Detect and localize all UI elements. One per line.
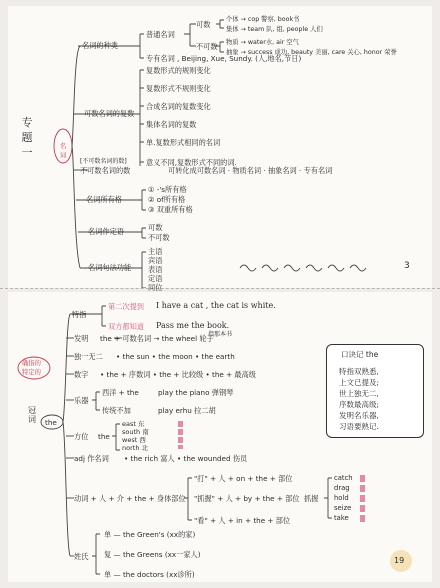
verb-item: drag	[334, 484, 350, 492]
direction-item: east 东	[122, 420, 145, 428]
memory-box-title: 口诀记 the	[341, 350, 379, 359]
function-item: 宾语	[148, 256, 163, 265]
plural-item: 复数形式的规则变化	[146, 66, 211, 75]
first-mentioned-label: 第二次提到	[108, 302, 144, 311]
western-instruments: 西洋 + the	[102, 388, 139, 397]
branch-plural-label: 可数名词的复数	[84, 109, 135, 118]
first-mentioned-example: I have a cat , the cat is white.	[156, 301, 276, 310]
body-row: "抓握" + 人 + by + the + 部位	[194, 494, 300, 503]
invention-text: the + 可数名词 → the wheel 轮子	[100, 334, 214, 343]
verb-item: seize	[334, 504, 352, 512]
branch-possessive-label: 名词所有格	[86, 195, 122, 204]
verb-item: hold	[334, 494, 349, 502]
uncountable-label: 不可数	[196, 42, 218, 51]
verb-item: take	[334, 514, 349, 522]
function-item: 主语	[148, 247, 163, 256]
countable-label: 可数	[196, 20, 211, 29]
possessive-item: ② of所有格	[148, 195, 186, 204]
function-item: 表语	[148, 265, 163, 274]
possessive-item: ① -'s所有格	[148, 185, 187, 194]
chinese-instruments: 传统不加	[102, 406, 131, 415]
directions-label: 方位	[74, 432, 89, 441]
body-label: 动词 + 人 + 介 + the + 身体部位	[74, 494, 186, 503]
direction-color-tags	[178, 421, 183, 449]
notebook-page-bottom	[8, 292, 432, 582]
both-know-example: Pass me the book.	[156, 321, 230, 330]
unique-label: 独一无二	[74, 352, 103, 361]
plural-item: 复数形式不规则变化	[146, 84, 211, 93]
branch-function-label: 名词句法功能	[88, 263, 132, 272]
plural-item: 合成名词的复数变化	[146, 102, 211, 111]
invention-label: 发明	[74, 334, 89, 343]
both-know-label: 双方都知道	[108, 322, 144, 331]
numbers-label: 数字	[74, 370, 89, 379]
branch-types-label: 名词的种类	[82, 41, 118, 50]
function-item: 同位	[148, 283, 163, 292]
western-example: play the piano 弹钢琴	[158, 388, 234, 397]
page-number-top: 3	[404, 261, 410, 271]
uncountable-conversion: 可转化成可数名词 · 物质名词 · 抽象名词 · 专有名词	[168, 166, 333, 175]
memory-line: 世上独无二,	[339, 389, 379, 398]
proper-noun: 专有名词 , Beijing, Xue, Sundy. (人,地名,节日)	[146, 54, 302, 63]
body-row: "看" + 人 + in + the + 部位	[194, 516, 291, 525]
memory-line: 上文已提及;	[339, 378, 380, 387]
individual-noun: 个体 → cop 警察, book书	[226, 16, 300, 23]
surnames-label: 姓氏	[74, 552, 89, 561]
center-label: 名词	[59, 142, 67, 159]
specific-label: 特指	[72, 310, 87, 319]
plural-item: 意义不同,复数形式不同的词.	[146, 158, 237, 167]
bottom-vertical-title: 冠 词	[28, 406, 36, 424]
adj-text: • the rich 富人 • the wounded 伤员	[124, 454, 248, 463]
branch-uncountable-label: 不可数名词的数	[80, 166, 131, 175]
memory-line: 习语要熟记.	[339, 422, 379, 431]
verb-color-tags	[360, 475, 365, 523]
material-noun: 物质 → water水, air 空气	[226, 39, 299, 46]
surname-item: 复 — the Greens (xx一家人)	[104, 550, 201, 559]
direction-item: north 北	[122, 444, 149, 452]
plural-item: 单.复数形式相同的名词	[146, 138, 221, 147]
side-note: 确指的 特定的	[22, 360, 41, 376]
the-label: the	[45, 418, 57, 427]
possessive-item: ③ 双重所有格	[148, 205, 193, 214]
surname-item: 单 — the doctors (xx诊所)	[104, 570, 195, 579]
attributive-item: 可数	[148, 223, 163, 232]
adj-label: adj 作名词	[74, 454, 109, 463]
instruments-label: 乐器	[74, 396, 89, 405]
page-number-bottom: 19	[394, 556, 405, 565]
vertical-title: 专 题 一	[21, 116, 33, 159]
branch-attributive-label: 名词作定语	[88, 227, 124, 236]
numbers-text: • the + 序数词 • the + 比较级 • the + 最高级	[100, 370, 256, 379]
verb-item: catch	[334, 474, 353, 482]
directions-the: the	[98, 432, 110, 441]
function-item: 定语	[148, 274, 163, 283]
plural-item: 集体名词的复数	[146, 120, 197, 129]
verbs-label: 抓握	[304, 494, 319, 503]
collective-noun: 集体 → team 队, 组, people 人们	[226, 26, 323, 33]
body-row: "打" + 人 + on + the + 部位	[194, 474, 293, 483]
notebook-page-top	[8, 6, 432, 292]
direction-item: west 西	[122, 436, 146, 444]
direction-item: south 南	[122, 428, 149, 436]
common-noun-label: 普通名词	[146, 30, 175, 39]
memory-line: 特指双熟悉,	[339, 367, 379, 376]
surname-item: 单 — the Green's (xx的家)	[104, 530, 196, 539]
both-know-note: 指那本书	[208, 331, 233, 338]
uncountable-bracket-note: [不可数名词的数]	[80, 158, 127, 165]
unique-text: • the sun • the moon • the earth	[116, 352, 235, 361]
chinese-example: play erhu 拉二胡	[158, 406, 216, 415]
memory-line: 序数最高级;	[339, 400, 380, 409]
attributive-item: 不可数	[148, 233, 170, 242]
memory-line: 发明名乐器,	[339, 411, 379, 420]
abstract-noun: 抽象 → success 成功, beauty 美丽, care 关心, honor 荣誉	[226, 49, 397, 56]
memory-box	[326, 344, 424, 438]
